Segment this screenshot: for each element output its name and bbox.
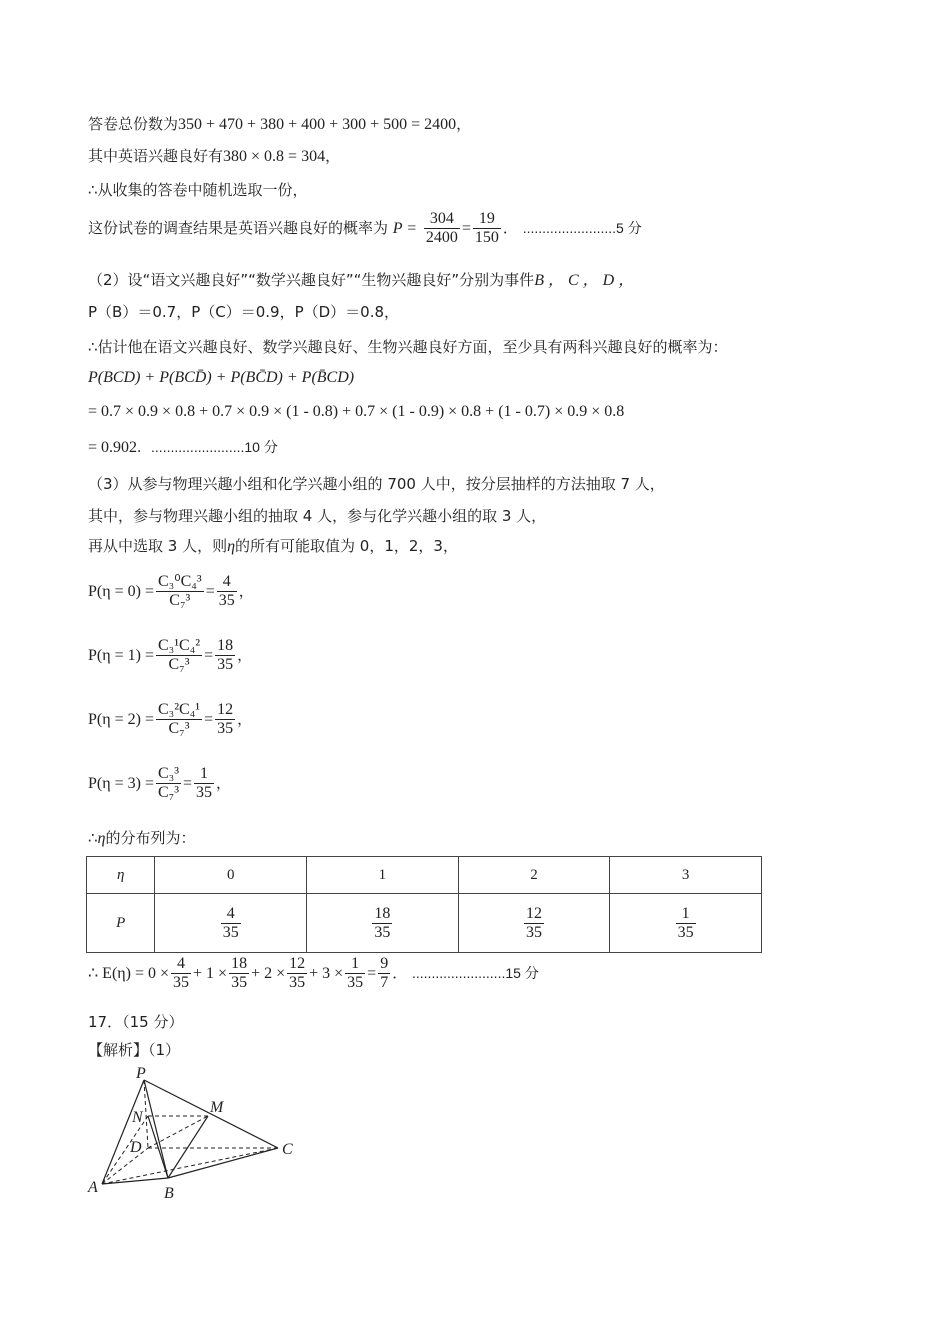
denominator: 150 xyxy=(474,229,499,246)
term: + 1 × xyxy=(193,965,228,982)
numerator: C₃³ xyxy=(157,765,180,782)
label-P: P xyxy=(136,1065,146,1082)
denominator: 35 xyxy=(173,974,190,991)
punct: ， xyxy=(238,582,254,600)
table-cell xyxy=(610,894,762,953)
equals: = xyxy=(461,220,471,237)
denominator: 35 xyxy=(217,720,234,737)
text: 的分布列为： xyxy=(105,829,196,847)
text: 答卷总份数为 xyxy=(88,115,179,133)
eq-eta-0 xyxy=(88,572,254,611)
fraction xyxy=(171,955,191,992)
fraction xyxy=(221,905,241,942)
numerator: 12 xyxy=(289,955,306,972)
equals: = xyxy=(204,711,214,728)
fraction xyxy=(217,573,237,610)
numerator: 18 xyxy=(231,955,248,972)
numerator: 12 xyxy=(526,904,542,922)
fraction xyxy=(524,905,544,942)
math: 350 + 470 + 380 + 400 + 300 + 500 = 2400 xyxy=(178,116,457,133)
line-total-count xyxy=(88,114,471,135)
label-C: C xyxy=(282,1141,293,1158)
numerator: 18 xyxy=(374,904,391,922)
table-header-cell: 3 xyxy=(610,857,762,894)
line-events-def xyxy=(88,270,634,291)
denominator: C₇³ xyxy=(169,592,191,609)
numerator: 1 xyxy=(194,765,214,784)
lhs: P(η = 1) = xyxy=(88,647,154,664)
numerator: 12 xyxy=(217,701,234,718)
line-dist-label xyxy=(88,828,196,849)
edge-PA xyxy=(102,1080,144,1184)
denominator: 7 xyxy=(380,974,389,991)
punct: ， xyxy=(237,646,253,664)
eq-eta-2 xyxy=(88,700,252,739)
denominator: C₇³ xyxy=(157,784,180,801)
label-B: B xyxy=(164,1185,174,1202)
table-cell: P xyxy=(87,894,155,953)
lhs: P(η = 2) = xyxy=(88,711,154,728)
edge-AB xyxy=(102,1178,168,1184)
edge-PB xyxy=(144,1080,168,1178)
math: 380 × 0.8 = 304 xyxy=(223,148,326,165)
table-header-cell: 0 xyxy=(155,857,307,894)
fraction xyxy=(424,210,460,247)
label-D: D xyxy=(130,1139,142,1156)
denominator: 35 xyxy=(231,974,248,991)
label-N: N xyxy=(132,1109,143,1126)
numerator: 9 xyxy=(380,955,389,972)
punct: ， xyxy=(325,147,341,165)
line-random-select: ∴从收集的答卷中随机选取一份， xyxy=(88,181,308,199)
fraction xyxy=(345,955,365,992)
equals: = xyxy=(183,775,193,792)
denominator: 35 xyxy=(222,923,239,941)
numerator: 4 xyxy=(217,573,237,592)
lhs: P(η = 3) = xyxy=(88,775,154,792)
denominator: 35 xyxy=(218,592,235,609)
fraction xyxy=(194,765,214,802)
fraction xyxy=(215,701,235,738)
line-estimate: ∴估计他在语文兴趣良好、数学兴趣良好、生物兴趣良好方面，至少具有两科兴趣良好的概率为： xyxy=(88,338,728,356)
denominator: 35 xyxy=(526,923,542,941)
denominator: 35 xyxy=(677,923,694,941)
punct: ． xyxy=(502,219,518,237)
term: + 3 × xyxy=(309,965,344,982)
punct: ， xyxy=(216,774,232,792)
term: = xyxy=(367,965,377,982)
numerator: 4 xyxy=(221,905,241,924)
fraction xyxy=(156,637,202,674)
events: B ， C ， D ， xyxy=(534,272,635,289)
numerator: 304 xyxy=(424,210,460,229)
line-prob-calc: = 0.7 × 0.9 × 0.8 + 0.7 × 0.9 × (1 - 0.8) + 0.7 × (1 - 0.9) × 0.8 + (1 - 0.7) × 0.9 × 0.8 xyxy=(88,403,625,420)
score-marker: ．........................10 分 xyxy=(137,439,278,455)
text: 再从中选取 3 人，则 xyxy=(88,537,228,555)
line-probability xyxy=(88,210,642,247)
eq-eta-3 xyxy=(88,764,231,803)
table-header-cell: 1 xyxy=(307,857,459,894)
numerator: 1 xyxy=(676,905,696,924)
denominator: C₇³ xyxy=(168,720,190,737)
fraction xyxy=(287,955,307,992)
term: + 2 × xyxy=(251,965,286,982)
text: 其中英语兴趣良好有 xyxy=(88,147,224,165)
fraction xyxy=(372,905,392,942)
numerator: C₃²C₄¹ xyxy=(157,701,201,718)
line-sampling: （3）从参与物理兴趣小组和化学兴趣小组的 700 人中，按分层抽样的方法抽取 7 人， xyxy=(88,475,665,493)
line-english-count xyxy=(88,146,340,167)
line-event-probs: P（B）＝0.7，P（C）＝0.9，P（D）＝0.8， xyxy=(88,303,400,321)
distribution-table xyxy=(86,856,762,953)
q17-title: 17．（15 分） xyxy=(88,1013,184,1031)
text: 的所有可能取值为 0，1，2，3， xyxy=(235,537,458,555)
numerator: 18 xyxy=(217,637,234,654)
denominator: 35 xyxy=(196,784,213,801)
text: （2）设“语文兴趣良好”“数学兴趣良好”“生物兴趣良好”分别为事件 xyxy=(88,271,535,289)
line-strata: 其中，参与物理兴趣小组的抽取 4 人，参与化学兴趣小组的取 3 人， xyxy=(88,507,547,525)
numerator: 4 xyxy=(171,955,191,974)
table-header-cell: η xyxy=(87,857,155,894)
fraction xyxy=(215,637,235,674)
numerator: 1 xyxy=(345,955,365,974)
punct: ． xyxy=(392,964,408,982)
fraction xyxy=(378,955,390,992)
denominator: 2400 xyxy=(425,229,458,246)
denominator: 35 xyxy=(374,923,391,941)
fraction xyxy=(156,701,202,738)
eta: η xyxy=(97,830,106,847)
edge-AC xyxy=(102,1148,278,1184)
fraction xyxy=(156,573,204,610)
math-p: P = xyxy=(392,220,418,237)
denominator: 35 xyxy=(217,656,234,673)
lhs: P(η = 0) = xyxy=(88,583,154,600)
eta: η xyxy=(227,538,236,555)
table-row xyxy=(87,894,762,953)
fraction xyxy=(229,955,249,992)
punct: ， xyxy=(237,710,253,728)
label-A: A xyxy=(88,1179,98,1196)
punct: ， xyxy=(456,115,472,133)
edge-NB xyxy=(148,1116,168,1178)
lead: ∴ E(η) = 0 × xyxy=(88,965,170,982)
eq-eta-1 xyxy=(88,636,252,675)
math: = 0.902 xyxy=(88,439,138,456)
numerator: C₃¹C₄² xyxy=(157,637,201,654)
fraction xyxy=(676,905,696,942)
equals: = xyxy=(204,647,214,664)
line-prob-sum: P(BCD) + P(BCD̄) + P(BC̄D) + P(B̄CD) xyxy=(88,369,355,386)
numerator: C₃⁰C₄³ xyxy=(157,573,202,590)
denominator: 35 xyxy=(289,974,306,991)
line-prob-result xyxy=(88,437,278,458)
fraction xyxy=(473,210,501,247)
pyramid-figure xyxy=(80,1064,310,1214)
text: ∴ xyxy=(88,829,98,847)
line-expectation xyxy=(88,954,539,993)
line-values xyxy=(88,536,458,557)
denominator: C₇³ xyxy=(168,656,190,673)
table-header-cell: 2 xyxy=(458,857,610,894)
denominator: 35 xyxy=(347,974,364,991)
table-cell xyxy=(307,894,459,953)
score-marker: ........................15 分 xyxy=(412,965,539,981)
equals: = xyxy=(205,583,215,600)
table-cell xyxy=(155,894,307,953)
score-marker: ........................5 分 xyxy=(522,220,642,236)
label-M: M xyxy=(210,1099,224,1116)
table-cell xyxy=(458,894,610,953)
fraction xyxy=(156,765,181,802)
table-row xyxy=(87,857,762,894)
text: 这份试卷的调查结果是英语兴趣良好的概率为 xyxy=(88,219,389,237)
q17-analysis: 【解析】（1） xyxy=(88,1041,181,1059)
numerator: 19 xyxy=(473,210,501,229)
